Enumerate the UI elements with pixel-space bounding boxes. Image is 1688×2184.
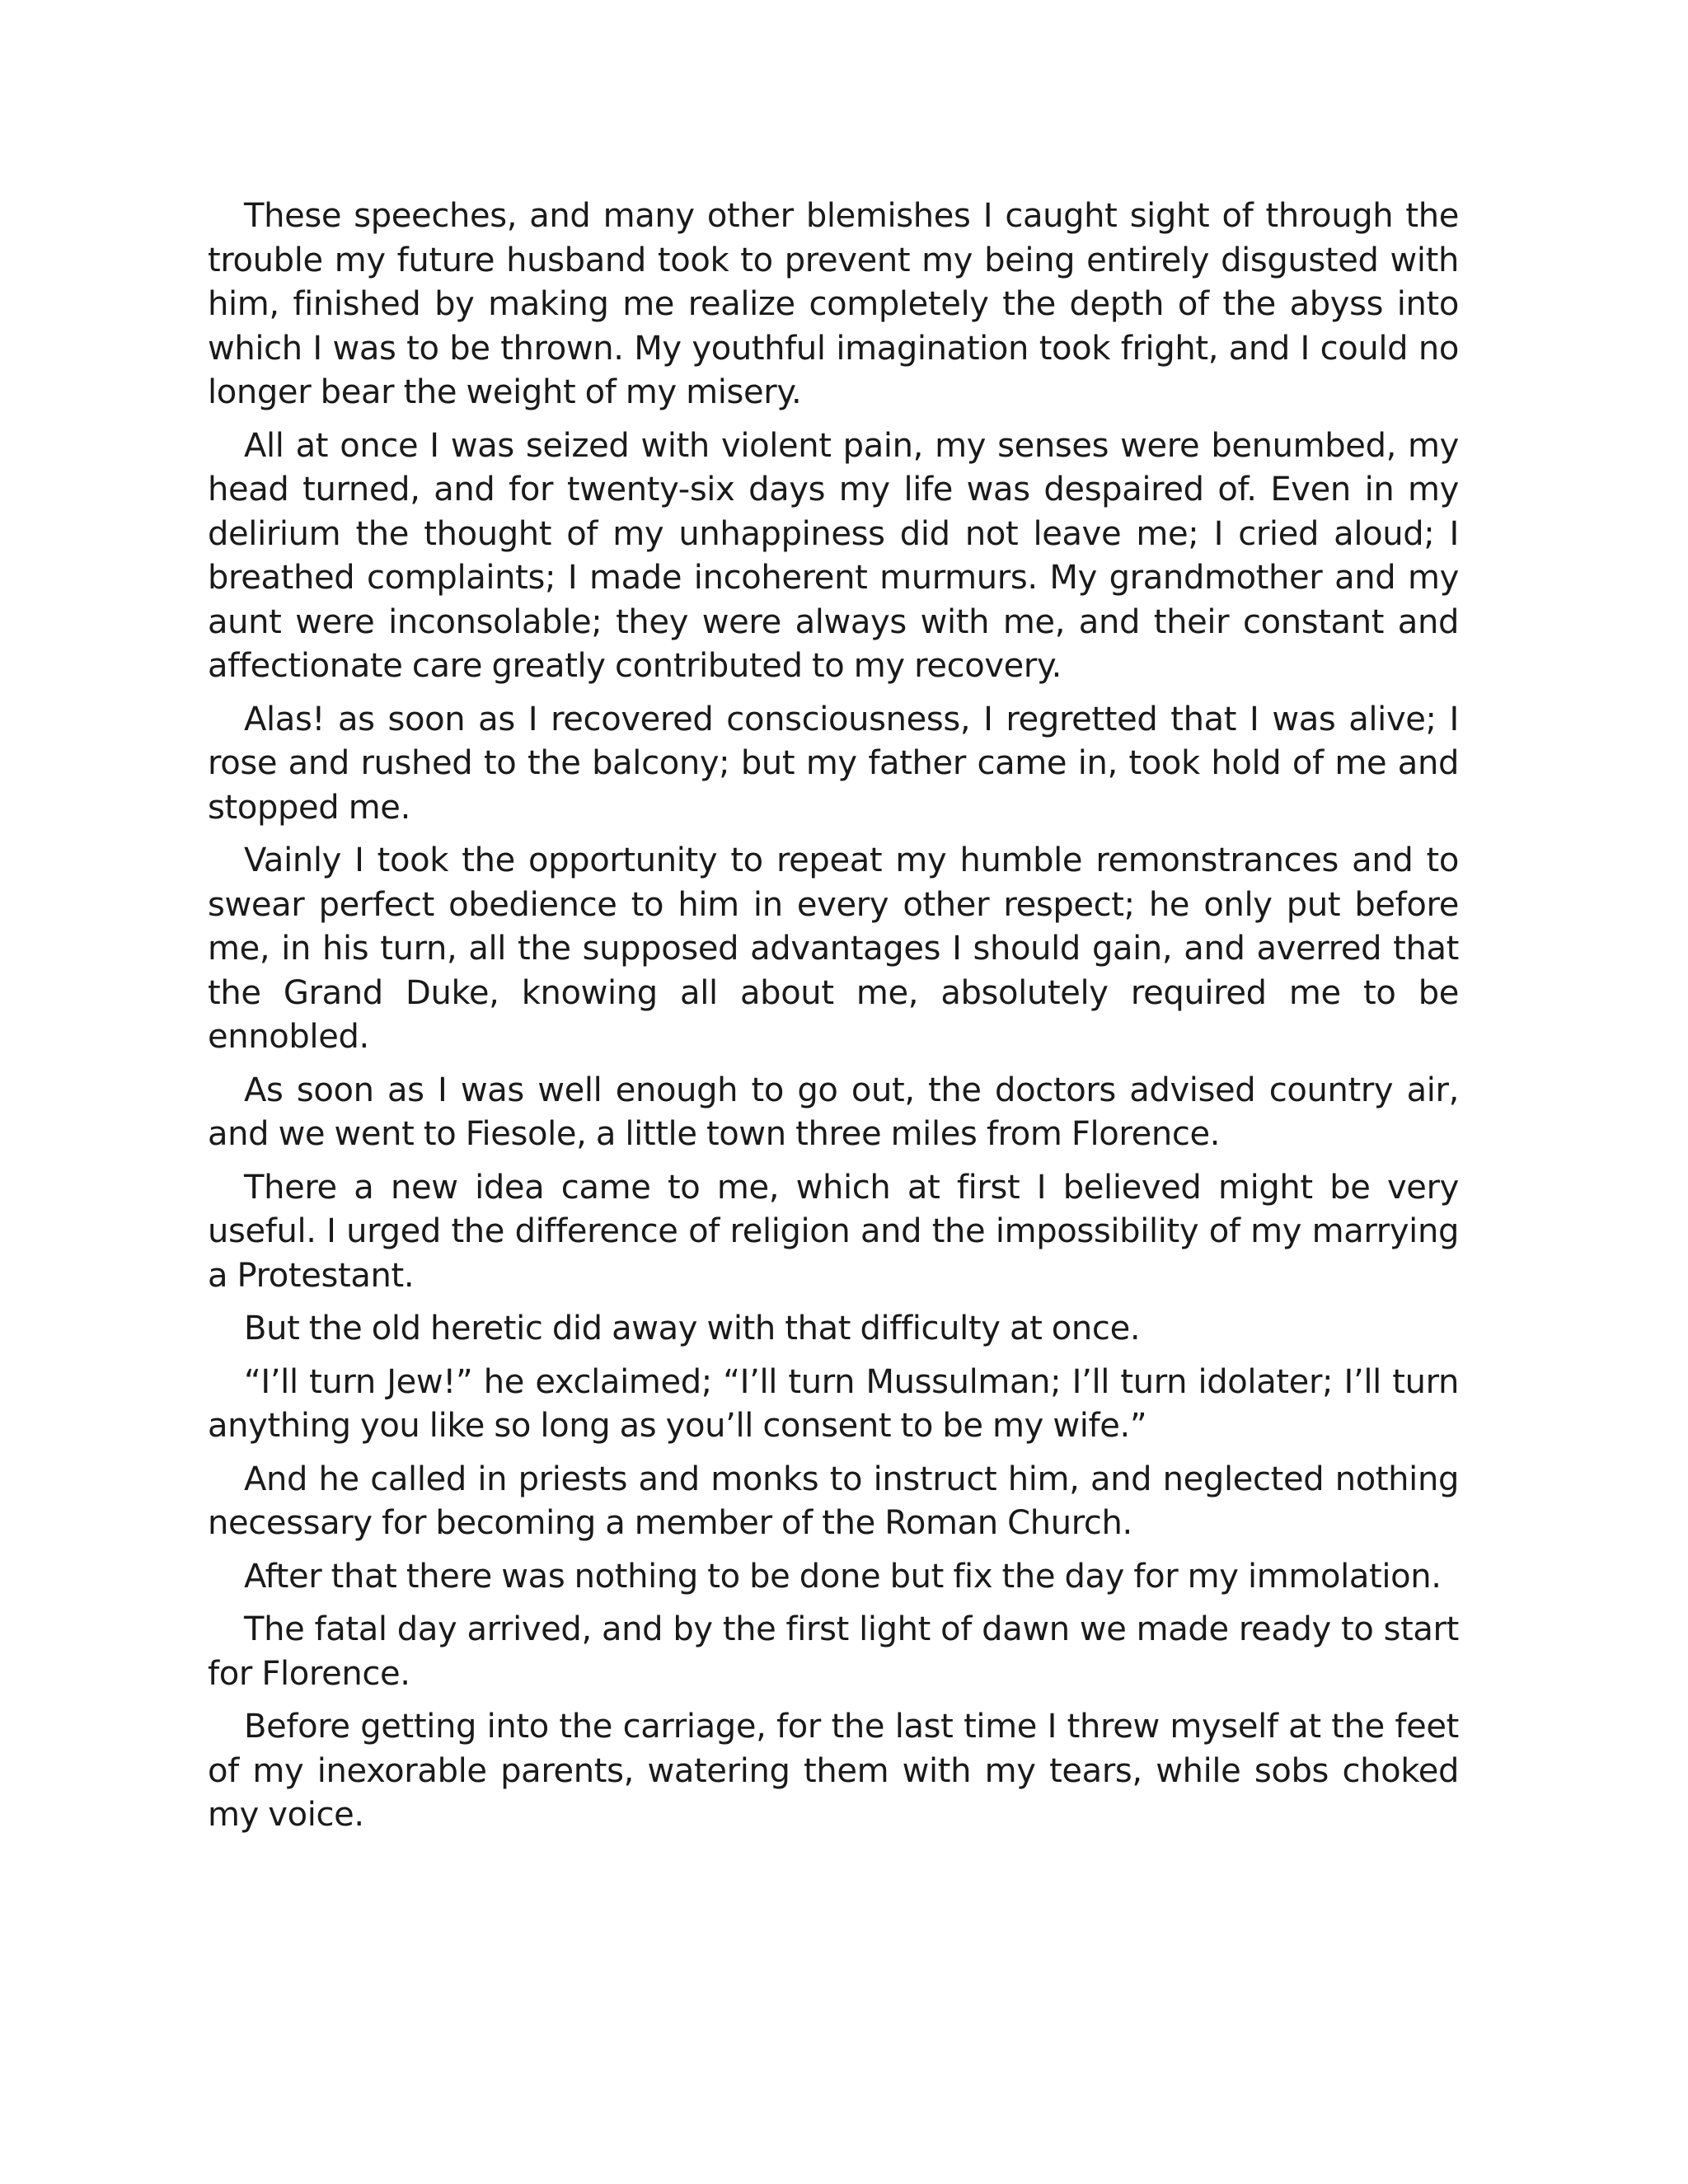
paragraph-5: As soon as I was well enough to go out, the doctors advised country air, and we went to Fiesole, a little town three miles from Florence. [208, 1071, 1459, 1153]
document-page [208, 194, 1459, 1847]
paragraph-7: But the old heretic did away with that difficulty at once. [244, 1310, 1141, 1347]
paragraph-1: These speeches, and many other blemishes I caught sight of through the trouble my future husband took to prevent my being entirely disgusted with him, finished by making me realize completely the depth of the abyss into which I was to be thrown. My youthful imagination took fright, and I could no longer bear the weight of my misery. [208, 197, 1459, 411]
paragraph-3: Alas! as soon as I recovered consciousness, I regretted that I was alive; I rose and rushed to the balcony; but my father came in, took hold of me and stopped me. [208, 700, 1459, 827]
paragraph-4: Vainly I took the opportunity to repeat my humble remonstrances and to swear perfect obedience to him in every other respect; he only put before me, in his turn, all the supposed advantages I should gain, and averred that the Grand Duke, knowing all about me, absolutely required me to be ennobled. [208, 841, 1459, 1056]
paragraph-10: After that there was nothing to be done but fix the day for my immolation. [244, 1557, 1442, 1596]
paragraph-12: Before getting into the carriage, for the last time I threw myself at the feet of my inexorable parents, watering them with my tears, while sobs choked my voice. [208, 1708, 1459, 1834]
paragraph-8: “I’ll turn Jew!” he exclaimed; “I’ll turn Mussulman; I’ll turn idolater; I’ll turn anything you like so long as you’ll consent to be my wife.” [208, 1362, 1459, 1445]
paragraph-2: All at once I was seized with violent pain, my senses were benumbed, my head turned, and for twenty-six days my life was despaired of. Even in my delirium the thought of my unhappiness did not leave me; I cried aloud; I breathed complaints; I made incoherent murmurs. My grandmother and my aunt were inconsolable; they were always with me, and their constant and affectionate care greatly contributed to my recovery. [208, 426, 1459, 685]
paragraph-9: And he called in priests and monks to instruct him, and neglected nothing necessary for becoming a member of the Roman Church. [208, 1460, 1459, 1542]
paragraph-11: The fatal day arrived, and by the first light of dawn we made ready to start for Florence. [208, 1610, 1459, 1693]
paragraph-6: There a new idea came to me, which at first I believed might be very useful. I urged the difference of religion and the impossibility of my marrying a Protestant. [208, 1168, 1459, 1295]
